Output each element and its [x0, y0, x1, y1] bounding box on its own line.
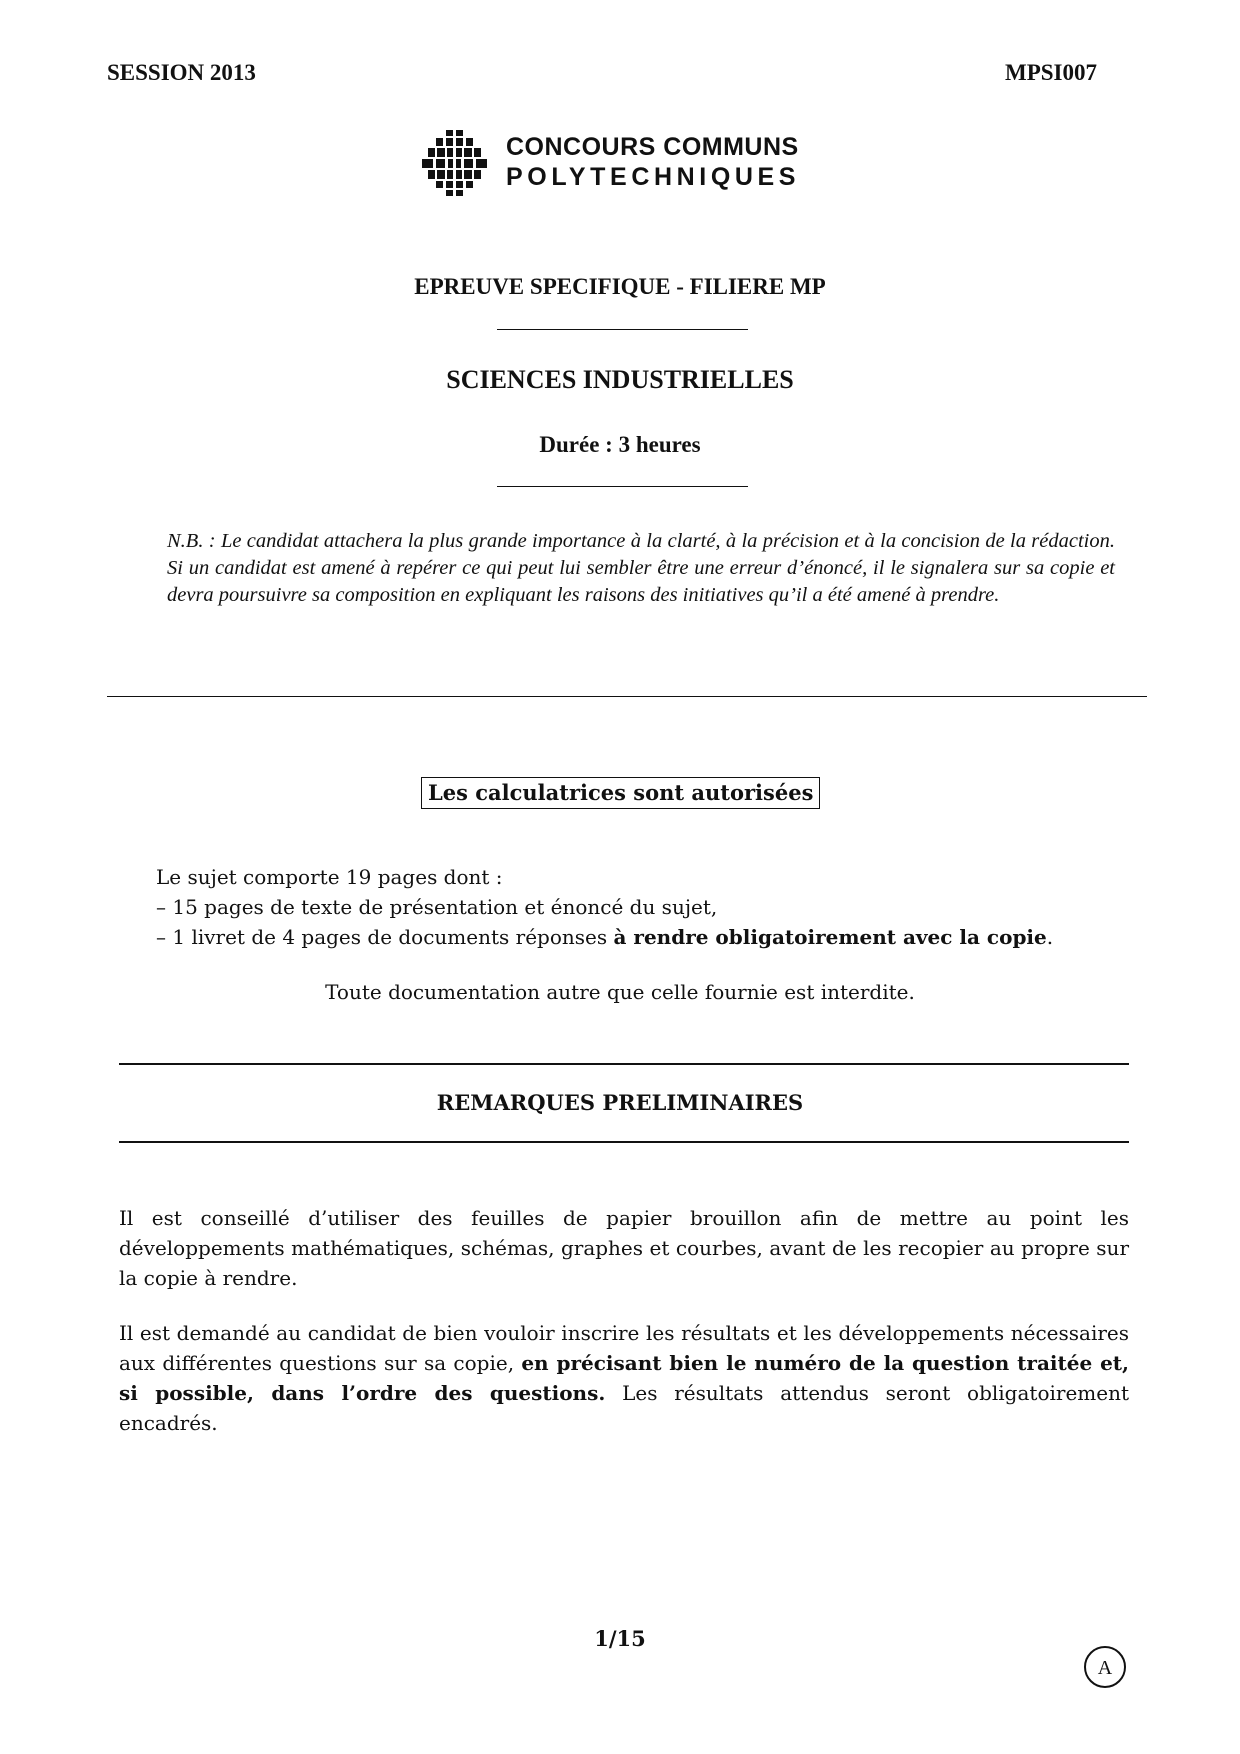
- version-badge: A: [1084, 1646, 1126, 1688]
- remark-paragraph-1: Il est conseillé d’utiliser des feuilles de papier brouillon afin de mettre au point les développements mathématiques, schémas, graphes et courbes, avant de les recopier au propre sur la copie à rendre.: [119, 1206, 1129, 1290]
- page-number: 1/15: [594, 1626, 646, 1651]
- logo-line-2: POLYTECHNIQUES: [506, 163, 801, 191]
- ccp-logo: [420, 128, 820, 198]
- list-item-emphasis: à rendre obligatoirement avec la copie: [613, 925, 1047, 949]
- calculators-notice: Les calculatrices sont autorisées: [421, 777, 820, 809]
- epreuve-title: EPREUVE SPECIFIQUE - FILIERE MP: [414, 274, 826, 299]
- separator-line: [107, 696, 1147, 697]
- section-rule-bottom: [119, 1141, 1129, 1143]
- list-item-text: – 1 livret de 4 pages de documents réponses: [156, 925, 614, 949]
- section-title: REMARQUES PRELIMINAIRES: [436, 1090, 804, 1115]
- subject-title: SCIENCES INDUSTRIELLES: [446, 365, 794, 394]
- paragraph-emphasis: en précisant bien le numéro de la question traitée et, si possible, dans l’ordre des questions.: [119, 1351, 1129, 1405]
- list-item: – 15 pages de texte de présentation et énoncé du sujet,: [156, 895, 718, 919]
- session-label: SESSION 2013: [107, 60, 256, 85]
- list-item-end: .: [1046, 925, 1054, 949]
- composition-intro: Le sujet comporte 19 pages dont :: [156, 865, 503, 889]
- divider: [497, 329, 748, 330]
- section-rule-top: [119, 1063, 1129, 1065]
- list-item: [156, 922, 1053, 952]
- duration: Durée : 3 heures: [539, 432, 701, 457]
- nb-notice: N.B. : Le candidat attachera la plus grande importance à la clarté, à la précision et à la concision de la rédaction. Si un candidat est amené à repérer ce qui peut lui sembler être une erreur d’énoncé, il le signalera sur sa copie et devra poursuivre sa composition en expliquant les raisons des initiatives qu’il a été amené à prendre.: [167, 530, 1115, 606]
- exam-code: MPSI007: [1005, 60, 1097, 85]
- paragraph-text: Il est demandé au candidat de bien vouloir inscrire les résultats et les développements nécessaires aux différentes questions sur sa copie,: [119, 1321, 1129, 1375]
- logo-wordmark: [506, 132, 800, 192]
- logo-line-1: CONCOURS COMMUNS: [506, 133, 799, 161]
- documentation-notice: Toute documentation autre que celle fournie est interdite.: [325, 980, 915, 1004]
- remark-paragraph-2: [119, 1318, 1129, 1438]
- globe-grid-icon: [420, 128, 490, 198]
- divider: [497, 486, 748, 487]
- paragraph-text-end: Les résultats attendus seront obligatoirement encadrés.: [119, 1381, 1129, 1435]
